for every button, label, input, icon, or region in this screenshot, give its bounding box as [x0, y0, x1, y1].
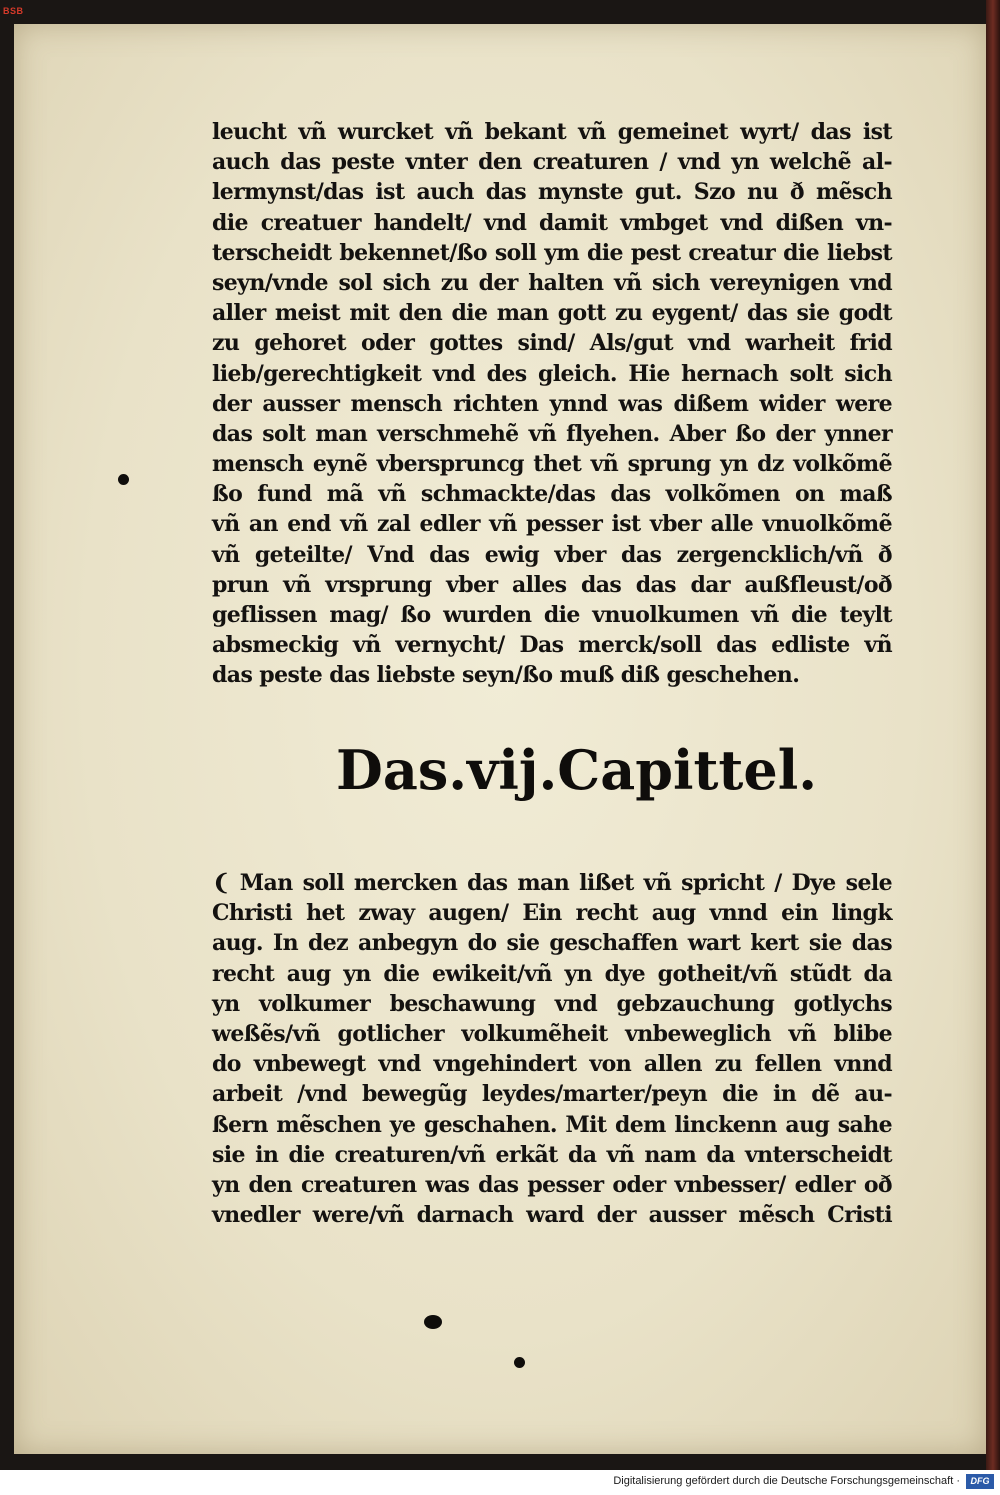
- chapter-heading: Das.vij.Capittel.: [336, 738, 818, 802]
- text-line: auch das peste vnter den creaturen / vnd yn welchẽ al-: [212, 149, 892, 176]
- ink-spot: [118, 474, 129, 485]
- text-line: zu gehoret oder gottes sind/ Als/gut vnd warheit frid: [212, 330, 892, 357]
- text-line: die creatuer handelt/ vnd damit vmbget vnd dißen vn-: [212, 209, 892, 236]
- ink-spot: [514, 1357, 525, 1368]
- paragraph-1: [212, 117, 892, 691]
- ink-spot: [424, 1315, 442, 1329]
- text-line: ßern mẽschen ye geschahen. Mit dem linckenn aug sahe: [212, 1111, 892, 1138]
- text-line: geflissen mag/ ßo wurden die vnuolkumen vñ die teylt: [212, 602, 892, 628]
- text-line: Christi het zway augen/ Ein recht aug vnnd ein lingk: [212, 900, 892, 927]
- text-line: recht aug yn die ewikeit/vñ yn dye gotheit/vñ stũdt da: [212, 960, 892, 987]
- text-line: do vnbewegt vnd vngehindert von allen zu fellen vnnd: [212, 1051, 892, 1078]
- text-line: der ausser mensch richten ynnd was dißem wider were: [212, 390, 892, 417]
- library-mark: BSB: [3, 6, 24, 16]
- text-line: vnedler were/vñ darnach ward der ausser mẽsch Cristi: [212, 1202, 892, 1229]
- dfg-logo: DFG: [966, 1474, 994, 1489]
- text-line: das peste das liebste seyn/ßo muß diß geschehen.: [212, 662, 800, 689]
- text-line: aller meist mit den die man gott zu eygent/ das sie godt: [212, 300, 892, 327]
- text-line: aug. In dez anbegyn do sie geschaffen wart kert sie das: [212, 930, 892, 957]
- text-line: ❨ Man soll mercken das man lißet vñ spricht / Dye sele: [212, 870, 892, 896]
- text-line: lermynst/das ist auch das mynste gut. Szo nu ð mẽsch: [212, 179, 892, 206]
- text-line: mensch eynẽ vberspruncg thet vñ sprung yn dz volkõmẽ: [212, 451, 892, 478]
- book-binding-edge: [986, 0, 1000, 1470]
- text-line: leucht vñ wurcket vñ bekant vñ gemeinet wyrt/ das ist: [212, 119, 892, 145]
- text-line: sie in die creaturen/vñ erkãt da vñ nam da vnterscheidt: [212, 1141, 892, 1168]
- text-line: terscheidt bekennet/ßo soll ym die pest creatur die liebst: [212, 239, 892, 266]
- text-line: absmeckig vñ vernycht/ Das merck/soll das edliste vñ: [212, 632, 892, 659]
- funding-credit: Digitalisierung gefördert durch die Deutsche Forschungsgemeinschaft ·: [613, 1475, 960, 1487]
- text-line: lieb/gerechtigkeit vnd des gleich. Hie hernach solt sich: [212, 360, 892, 387]
- text-line: vñ an end vñ zal edler vñ pesser ist vber alle vnuolkõmẽ: [212, 511, 892, 538]
- paragraph-2: [212, 868, 892, 1230]
- text-line: vñ geteilte/ Vnd das ewig vber das zergencklich/vñ ð: [212, 541, 892, 568]
- text-line: prun vñ vrsprung vber alles das das dar außfleust/oð: [212, 571, 892, 598]
- text-line: seyn/vnde sol sich zu der halten vñ sich vereynigen vnd: [212, 269, 892, 296]
- text-line: yn volkumer beschawung vnd gebzauchung gotlychs: [212, 990, 892, 1017]
- credit-bar: [0, 1470, 1000, 1495]
- text-line: yn den creaturen was das pesser oder vnbesser/ edler oð: [212, 1171, 892, 1198]
- text-line: das solt man verschmehẽ vñ flyehen. Aber ßo der ynner: [212, 420, 892, 447]
- text-line: ßo fund mã vñ schmackte/das das volkõmen on maß: [212, 481, 892, 508]
- text-line: weßẽs/vñ gotlicher volkumẽheit vnbeweglich vñ blibe: [212, 1020, 892, 1047]
- text-line: arbeit /vnd bewegũg leydes/marter/peyn die in dẽ au-: [212, 1081, 892, 1108]
